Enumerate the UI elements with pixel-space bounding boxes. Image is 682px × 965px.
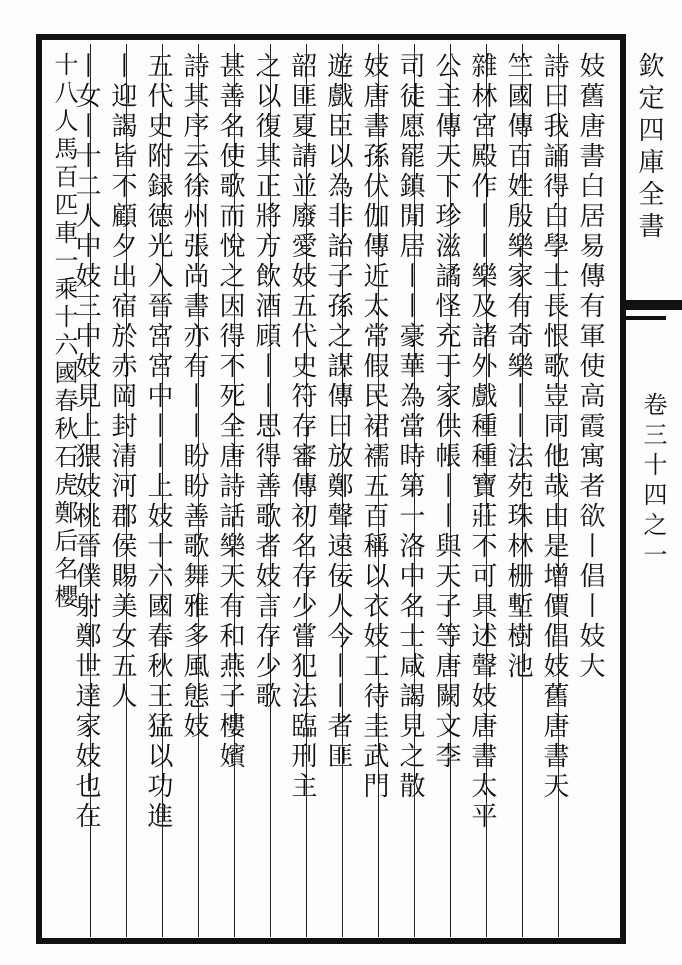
text-column: 妓唐書孫伏伽傳近太常假民裙襦五百稱以衣妓工待圭武門 xyxy=(359,52,389,802)
text-column: 司徒愿罷鎮閒居丨丨豪華為當時第一洛中名士咸謁見之散 xyxy=(395,52,425,802)
volume-label: 卷三十四之一 xyxy=(639,392,667,572)
book-title: 欽定四庫全書 xyxy=(634,52,664,244)
text-column: 竺國傳百姓殷樂家有奇樂丨丨法苑珠林栅塹樹池 xyxy=(503,52,533,682)
text-column: 公主傳天下珍滋譎怪充于家供帳丨丨與天子等唐闕文李 xyxy=(431,52,461,772)
text-column: 丨女丨十二人中妓三中妓見上猥妓桃晉僕射鄭世達家妓也在 xyxy=(71,52,101,832)
text-column: 韶匪夏請並廢愛妓五代史符存審傳初名存少嘗犯法臨刑主 xyxy=(287,52,317,802)
fold-mark-top xyxy=(626,300,682,310)
frame-left-border xyxy=(36,34,42,944)
text-column: 雜林宮殿作丨丨樂及諸外戲種種寶莊不可具述聲妓唐書太平 xyxy=(467,52,497,832)
text-column: 詩曰我誦得白學士長恨歌豈同他哉由是增價倡妓舊唐書天 xyxy=(539,52,569,802)
text-column: 十八人馬百匹車一乘十六國春秋石虎鄭后名櫻 xyxy=(50,52,78,612)
text-column: 之以復其正將方飲酒頋丨丨思得善歌者妓言存少歌 xyxy=(251,52,281,712)
text-column: 甚善名使歌而悅之因得不死全唐詩話樂天有和燕子樓嬪 xyxy=(215,52,245,772)
text-column: 五代史附録德光入晉宮宮中丨丨上妓十六國春秋王猛以功進 xyxy=(143,52,173,832)
fold-mark-top-2 xyxy=(626,316,666,320)
text-column: 詩其序云徐州張尚書亦有丨丨盼盼善歌舞雅多風態妓 xyxy=(179,52,209,742)
frame-bottom-border xyxy=(36,938,626,944)
text-column: 遊戲臣以為非詒子孫之謀傳曰放鄭聲遠佞人今丨丨者匪 xyxy=(323,52,353,772)
frame-top-border xyxy=(36,34,626,40)
text-column: 妓舊唐書白居易傳有軍使高霞寓者欲丨倡丨妓大 xyxy=(575,52,605,682)
frame-right-border xyxy=(620,34,626,944)
text-column: 丨迎謁皆不顧夕出宿於赤岡封清河郡侯賜美女五人 xyxy=(107,52,137,712)
